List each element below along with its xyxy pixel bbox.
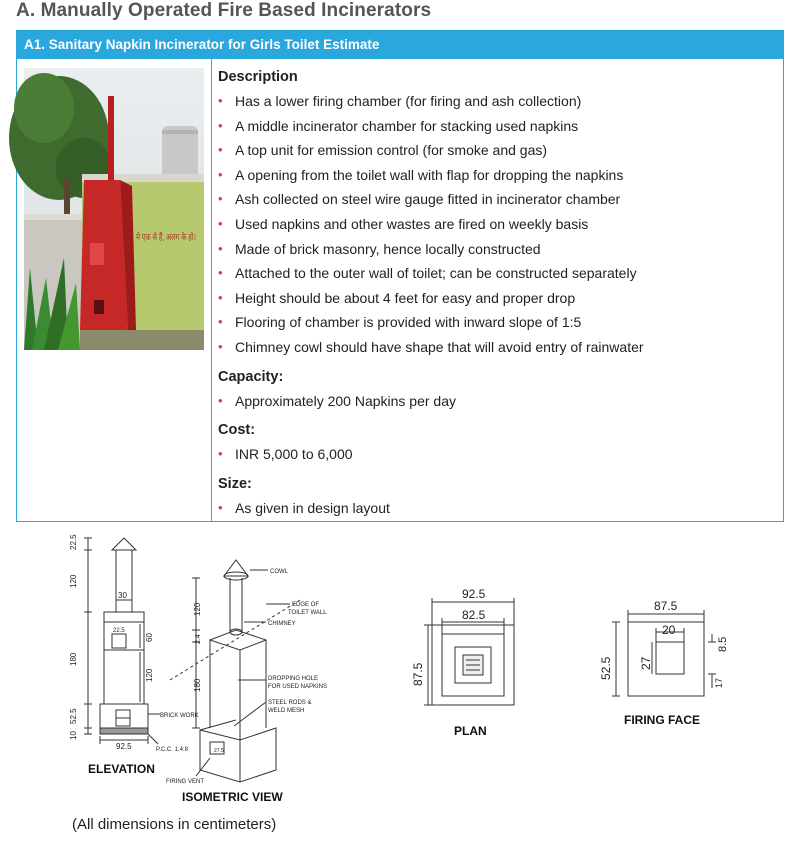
photo-column xyxy=(17,59,218,521)
iso-label-steel: STEEL RODS & xyxy=(268,700,312,706)
iso-label-vent: FIRING VENT xyxy=(166,779,205,785)
iso-dim-chimney: 120 xyxy=(193,602,202,616)
isometric-caption: ISOMETRIC VIEW xyxy=(182,790,283,804)
wall-text: मे एक से हैं, अलग के हो। xyxy=(136,232,218,242)
description-item: • A middle incinerator chamber for stacking used napkins xyxy=(218,114,778,139)
description-item: • A top unit for emission control (for smoke and gas) xyxy=(218,138,778,163)
elev-dim-chimney-w: 30 xyxy=(118,591,127,600)
design-drawings xyxy=(0,530,804,830)
cost-title: Cost: xyxy=(218,422,256,439)
description-section xyxy=(218,65,778,520)
description-item: • Flooring of chamber is provided with inward slope of 1:5 xyxy=(218,310,778,335)
iso-label-chimney: CHIMNEY xyxy=(268,621,296,627)
size-item: • As given in design layout xyxy=(218,496,778,521)
description-item: • Made of brick masonry, hence locally constructed xyxy=(218,237,778,262)
ff-dim-width: 87.5 xyxy=(654,599,678,613)
plan-caption: PLAN xyxy=(454,724,487,738)
iso-dim-body: 180 xyxy=(193,678,202,692)
description-item: • Attached to the outer wall of toilet; can be constructed separately xyxy=(218,261,778,286)
description-item: • Ash collected on steel wire gauge fitted in incinerator chamber xyxy=(218,187,778,212)
estimate-panel xyxy=(16,30,784,522)
incinerator-photo xyxy=(24,68,218,350)
elev-dim-inner: 120 xyxy=(145,668,154,682)
iso-dim-gap: 2.4 xyxy=(195,634,202,644)
description-title: Description xyxy=(218,69,298,85)
capacity-title: Capacity: xyxy=(218,368,284,385)
elev-dim-upper: 60 xyxy=(145,633,154,642)
iso-dim-vent: 27.5 xyxy=(214,748,224,754)
ff-dim-op-h: 27 xyxy=(639,656,653,670)
iso-label-drop: DROPPING HOLE xyxy=(268,676,319,682)
elev-dim-foot: 10 xyxy=(69,731,78,740)
elev-dim-top: 22.5 xyxy=(69,534,78,550)
capacity-item: • Approximately 200 Napkins per day xyxy=(218,389,778,414)
size-title: Size: xyxy=(218,475,252,492)
description-item: • Has a lower firing chamber (for firing and ash collection) xyxy=(218,89,778,114)
firing-face-caption: FIRING FACE xyxy=(624,713,701,727)
iso-label-edge2: TOILET WALL xyxy=(288,610,327,616)
panel-title: A1. Sanitary Napkin Incinerator for Girls Toilet Estimate xyxy=(17,31,783,59)
plan-dim-height: 87.5 xyxy=(411,662,425,686)
cost-item: • INR 5,000 to 6,000 xyxy=(218,442,778,467)
elev-label-pcc: P.C.C. 1:4:8 xyxy=(156,747,188,753)
description-item: • A opening from the toilet wall with flap for dropping the napkins xyxy=(218,163,778,188)
page-heading: A. Manually Operated Fire Based Incinerators xyxy=(16,0,432,21)
elev-dim-chimney: 120 xyxy=(69,574,78,588)
ff-dim-height: 52.5 xyxy=(599,656,613,680)
iso-label-steel2: WELD MESH xyxy=(268,708,305,714)
description-item: • Height should be about 4 feet for easy and proper drop xyxy=(218,286,778,311)
footnote: (All dimensions in centimeters) xyxy=(72,816,277,833)
plan-dim-outer: 92.5 xyxy=(462,587,486,601)
elev-label-brick: BRICK WORK xyxy=(160,713,199,719)
ff-dim-top: 8.5 xyxy=(717,636,729,652)
iso-label-drop2: FOR USED NAPKINS xyxy=(268,684,328,690)
isometric-drawing xyxy=(170,560,300,782)
description-item: • Used napkins and other wastes are fired on weekly basis xyxy=(218,212,778,237)
iso-label-cowl: COWL xyxy=(270,569,288,575)
iso-label-edge: EDGE OF xyxy=(292,602,320,608)
elev-dim-width: 92.5 xyxy=(116,742,132,751)
elev-dim-base: 52.5 xyxy=(69,708,78,724)
description-item: • Chimney cowl should have shape that will avoid entry of rainwater xyxy=(218,335,778,360)
plan-dim-inner: 82.5 xyxy=(462,608,486,622)
elevation-caption: ELEVATION xyxy=(88,762,155,776)
ff-dim-opening: 20 xyxy=(662,623,676,637)
elev-dim-hole: 22.5 xyxy=(113,628,125,634)
elev-dim-body: 180 xyxy=(69,652,78,666)
ff-dim-bottom: 17 xyxy=(714,677,724,688)
